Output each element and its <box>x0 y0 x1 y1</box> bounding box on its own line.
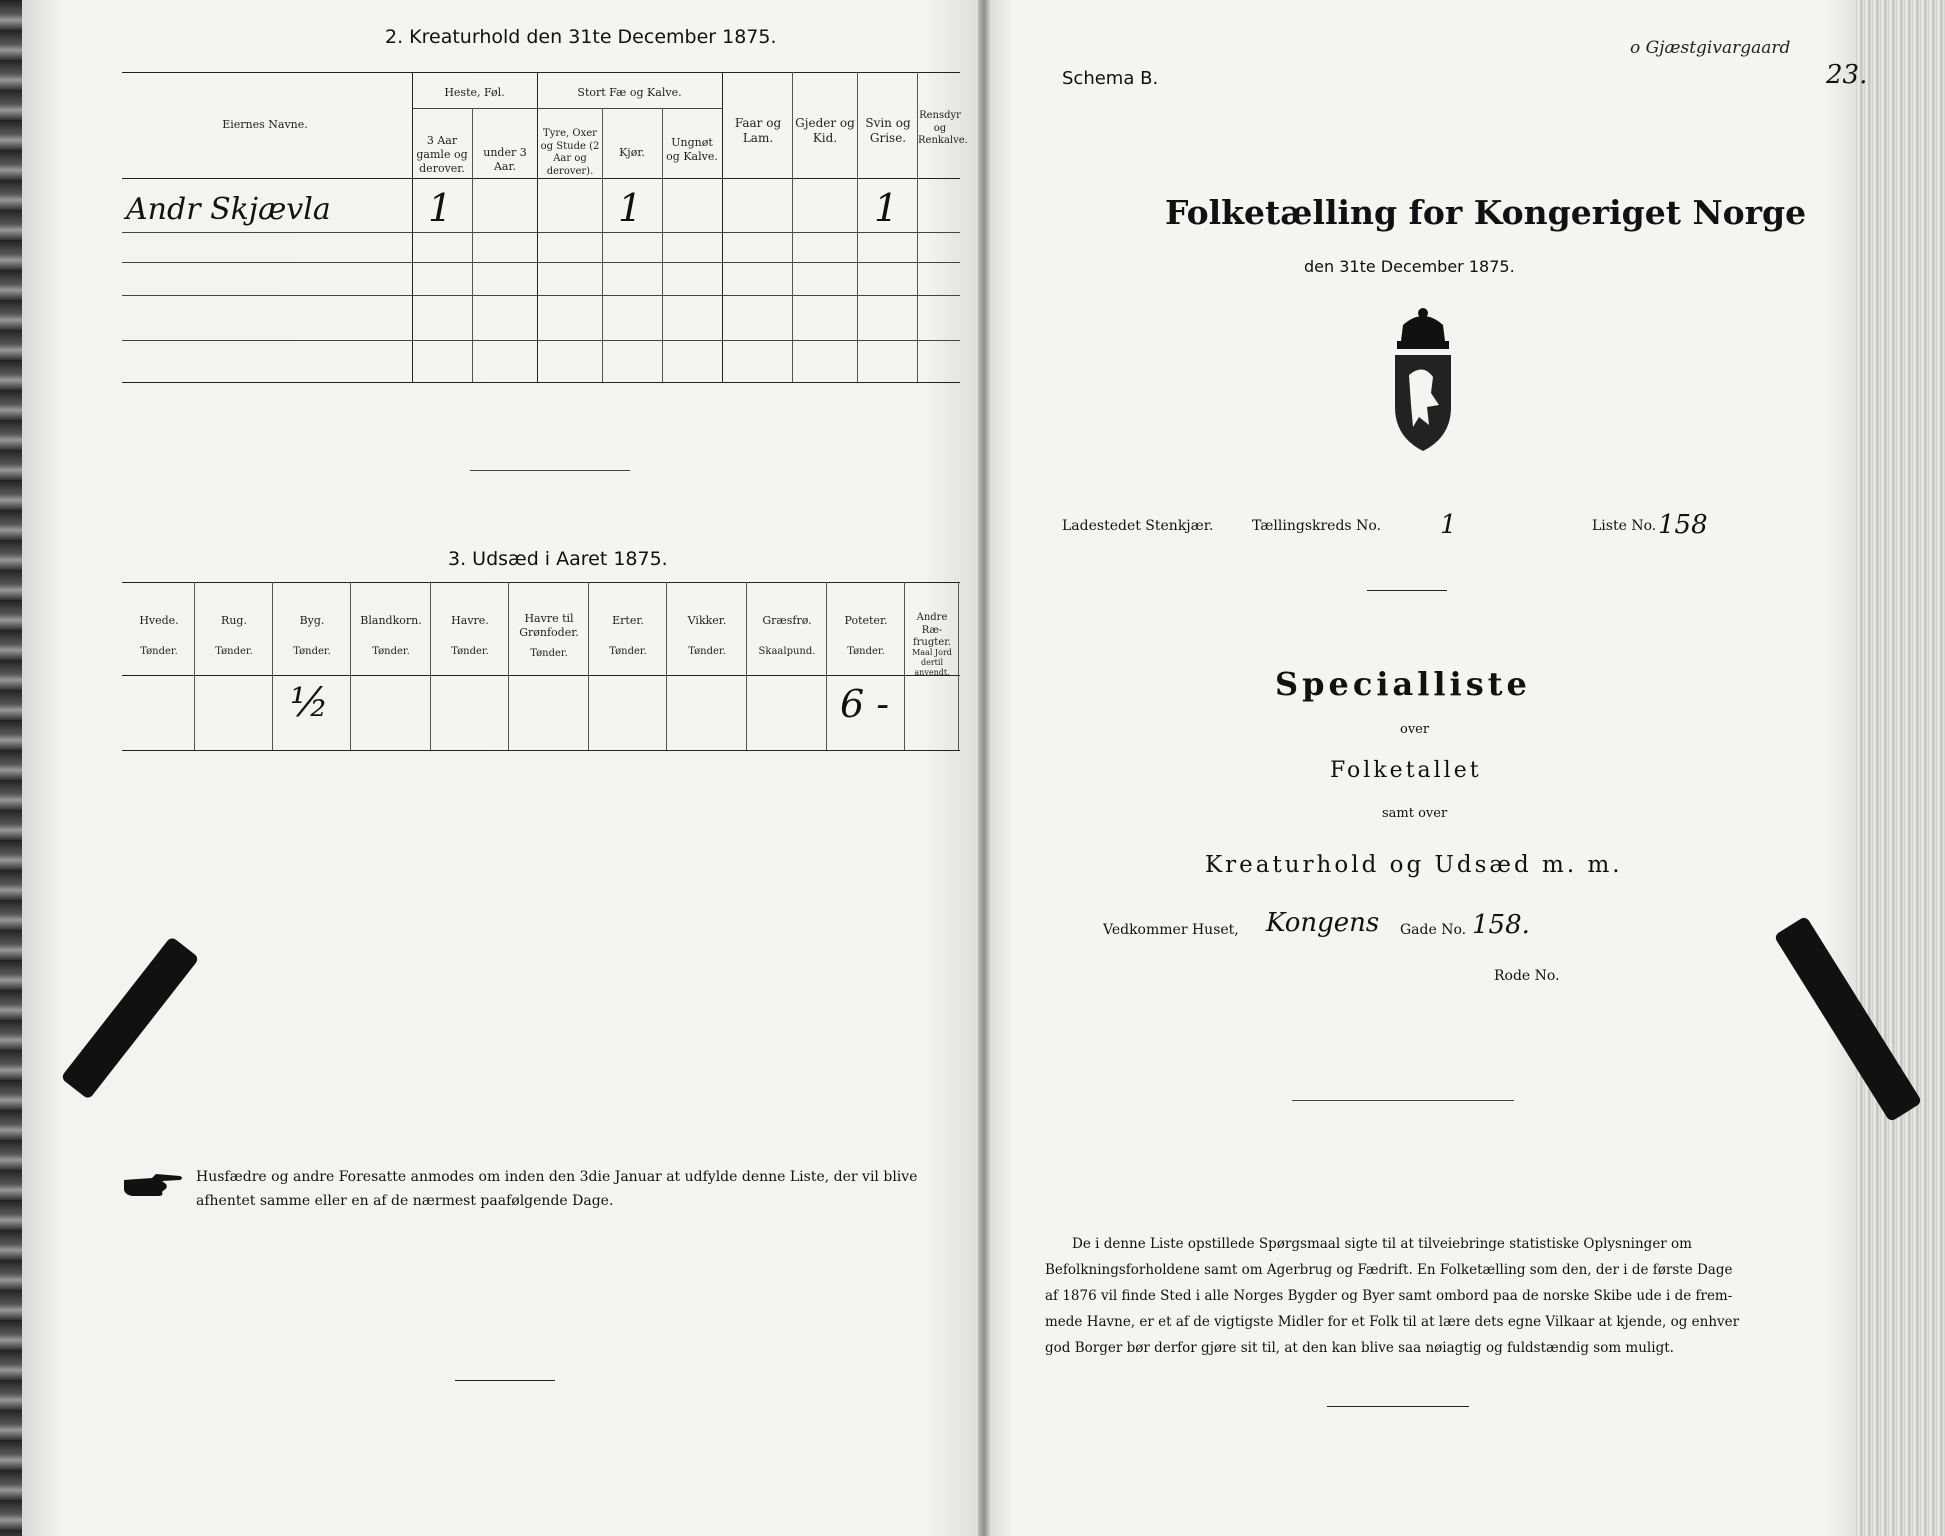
table3-header-bottom <box>122 675 960 676</box>
table2-col-line <box>472 108 473 382</box>
header-erter: Erter. <box>612 614 644 627</box>
section2-title: 2. Kreaturhold den 31te December 1875. <box>385 26 777 48</box>
table3-bottom-border <box>122 750 960 751</box>
district-label: Tællingskreds No. <box>1252 518 1381 534</box>
header-cows: Kjør. <box>619 146 645 159</box>
horse-old-value: 1 <box>428 186 453 230</box>
table2-col-line <box>412 72 413 382</box>
specialliste-title: Specialliste <box>1275 665 1531 703</box>
table3-col-line <box>746 582 747 750</box>
header-byg: Byg. <box>299 614 325 627</box>
poteter-value: 6 - <box>840 682 890 726</box>
unit-graesfro: Skaalpund. <box>758 646 816 657</box>
table2-col-line <box>602 108 603 382</box>
coat-of-arms-icon <box>1383 305 1463 453</box>
notice-text: Husfædre og andre Foresatte anmodes om inden den 3die Januar at udfylde denne Liste, der vil blive afhentet samme eller en af de nærmest paafølgende Dage. <box>196 1169 918 1209</box>
separator-line <box>1292 1100 1514 1101</box>
table2-row-line <box>122 262 960 263</box>
table2-col-line <box>662 108 663 382</box>
street-value: 158. <box>1472 910 1530 940</box>
header-bulls: Tyre, Oxer og Stude (2 Aar og derover). <box>540 128 600 177</box>
header-rug: Rug. <box>221 614 247 627</box>
table3-col-line <box>350 582 351 750</box>
book-gutter <box>978 0 990 1536</box>
paragraph-line-3: af 1876 vil finde Sted i alle Norges Bygder og Byer samt ombord paa de norske Skibe ude i de frem- <box>1045 1288 1733 1304</box>
rode-label: Rode No. <box>1494 968 1560 984</box>
census-date: den 31te December 1875. <box>1304 257 1515 276</box>
house-label: Vedkommer Huset, <box>1103 922 1239 938</box>
table2-col-line <box>792 72 793 382</box>
unit-rug: Tønder. <box>215 646 253 657</box>
cows-value: 1 <box>618 186 643 230</box>
header-pigs: Svin og Grise. <box>865 116 911 145</box>
unit-blandkorn: Tønder. <box>372 646 410 657</box>
kreaturhold-text: Kreaturhold og Udsæd m. m. <box>1205 852 1623 878</box>
separator-line <box>1327 1406 1469 1407</box>
byg-value: ½ <box>290 680 329 726</box>
list-value: 158 <box>1658 510 1708 540</box>
house-value: Kongens <box>1266 908 1380 938</box>
paragraph-line-4: mede Havne, er et af de vigtigste Midler for et Folk til at lære dets egne Vilkaar at kjende, og enhver <box>1045 1314 1740 1330</box>
street-label: Gade No. <box>1400 922 1467 938</box>
table3-col-line <box>194 582 195 750</box>
pigs-value: 1 <box>874 186 899 230</box>
table2-row-line <box>122 232 960 233</box>
header-goats: Gjeder og Kid. <box>795 116 855 145</box>
pointing-hand-icon <box>122 1170 186 1200</box>
header-havre-gronfoder: Havre til Grønfoder. <box>519 612 579 639</box>
header-andre: Andre Ræ-frugter. <box>912 612 952 648</box>
unit-havre-gronfoder: Tønder. <box>530 648 568 659</box>
table3-col-line <box>826 582 827 750</box>
table3-col-line <box>272 582 273 750</box>
unit-vikker: Tønder. <box>688 646 726 657</box>
header-horses: Heste, Føl. <box>444 86 505 99</box>
unit-havre: Tønder. <box>451 646 489 657</box>
place-label: Ladestedet Stenkjær. <box>1062 518 1214 534</box>
left-page <box>22 0 984 1536</box>
header-horse-old: 3 Aar gamle og derover. <box>416 134 468 175</box>
table2-row-line <box>122 340 960 341</box>
unit-hvede: Tønder. <box>140 646 178 657</box>
folketallet-text: Folketallet <box>1330 758 1482 783</box>
unit-poteter: Tønder. <box>847 646 885 657</box>
table3-col-line <box>666 582 667 750</box>
header-vikker: Vikker. <box>687 614 727 627</box>
header-calves: Ungnøt og Kalve. <box>666 136 718 163</box>
separator-line <box>470 470 630 471</box>
paragraph-line-5: god Borger bør derfor gjøre sit til, at den kan blive saa nøiagtig og fuldstændig som muligt. <box>1045 1340 1674 1356</box>
main-title: Folketælling for Kongeriget Norge <box>1165 193 1807 232</box>
over-text: over <box>1400 722 1430 737</box>
corner-note: o Gjæstgivargaard <box>1630 38 1791 58</box>
table2-top-border <box>122 72 960 73</box>
paragraph-line-1: De i denne Liste opstillede Spørgsmaal sigte til at tilveiebringe statistiske Oplysninger om <box>1072 1236 1692 1252</box>
table2-row-line <box>122 295 960 296</box>
table2-bottom-border <box>122 382 960 383</box>
header-graesfro: Græsfrø. <box>762 614 812 627</box>
table3-col-line <box>904 582 905 750</box>
header-hvede: Hvede. <box>139 614 179 627</box>
owner-name-handwritten: Andr Skjævla <box>126 192 331 227</box>
district-value: 1 <box>1440 510 1457 540</box>
header-poteter: Poteter. <box>844 614 888 627</box>
list-label: Liste No. <box>1592 518 1657 534</box>
samt-over-text: samt over <box>1382 806 1448 821</box>
table2-col-line <box>857 72 858 382</box>
paragraph-line-2: Befolkningsforholdene samt om Agerbrug og Fædrift. En Folketælling som den, der i de første Dage <box>1045 1262 1733 1278</box>
table2-header-bottom <box>122 178 960 179</box>
header-blandkorn: Blandkorn. <box>360 614 422 627</box>
header-havre: Havre. <box>451 614 489 627</box>
table2-col-line <box>722 72 723 382</box>
table3-top-border <box>122 582 960 583</box>
book-edge-left <box>0 0 22 1536</box>
unit-erter: Tønder. <box>609 646 647 657</box>
table2-group-line <box>412 108 722 109</box>
table2-col-line <box>537 72 538 382</box>
schema-label: Schema B. <box>1062 68 1159 89</box>
header-sheep: Faar og Lam. <box>734 116 782 145</box>
header-reindeer: Rensdyr og Renkalve. <box>918 110 968 146</box>
page-number: 23. <box>1826 60 1868 90</box>
table3-col-line <box>508 582 509 750</box>
unit-andre: Maal Jord dertil anvendt. <box>912 648 952 677</box>
unit-byg: Tønder. <box>293 646 331 657</box>
separator-line <box>1367 590 1447 591</box>
book-edge-right <box>1856 0 1945 1536</box>
separator-line <box>455 1380 555 1381</box>
table3-col-line <box>430 582 431 750</box>
section3-title: 3. Udsæd i Aaret 1875. <box>448 548 668 570</box>
header-owner-names: Eiernes Navne. <box>222 118 308 131</box>
table3-col-line <box>958 582 959 750</box>
header-cattle: Stort Fæ og Kalve. <box>577 86 682 99</box>
header-horse-young: under 3 Aar. <box>483 146 527 173</box>
table3-col-line <box>588 582 589 750</box>
